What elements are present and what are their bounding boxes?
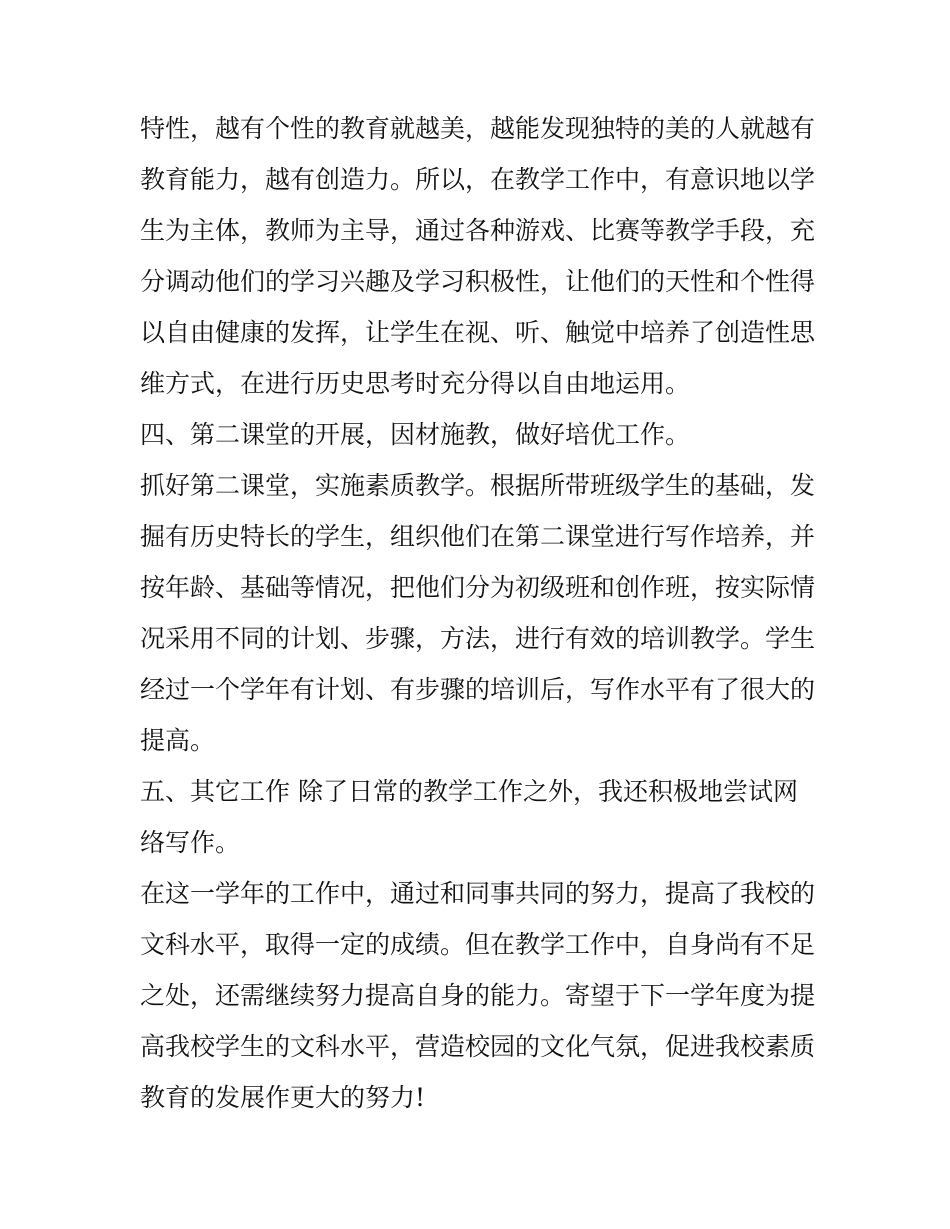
text-line: 况采用不同的计划、步骤，方法，进行有效的培训教学。学生 xyxy=(140,624,816,653)
text-line: 生为主体，教师为主导，通过各种游戏、比赛等教学手段，充 xyxy=(140,216,816,245)
text-line: 抓好第二课堂，实施素质教学。根据所带班级学生的基础，发 xyxy=(140,471,816,500)
body-text xyxy=(140,103,830,1123)
text-line: 掘有历史特长的学生，组织他们在第二课堂进行写作培养，并 xyxy=(140,522,816,551)
text-line: 络写作。 xyxy=(140,828,241,857)
text-line: 文科水平，取得一定的成绩。但在教学工作中，自身尚有不足 xyxy=(140,930,816,959)
section-heading: 五、其它工作 除了日常的教学工作之外，我还积极地尝试网 xyxy=(140,777,798,806)
text-line: 以自由健康的发挥，让学生在视、听、触觉中培养了创造性思 xyxy=(140,318,816,347)
text-line: 教育能力，越有创造力。所以，在教学工作中，有意识地以学 xyxy=(140,165,816,194)
text-line: 经过一个学年有计划、有步骤的培训后，写作水平有了很大的 xyxy=(140,675,816,704)
text-line: 高我校学生的文科水平，营造校园的文化气氛，促进我校素质 xyxy=(140,1032,816,1061)
text-line: 特性，越有个性的教育就越美，越能发现独特的美的人就越有 xyxy=(140,114,816,143)
text-line: 维方式，在进行历史思考时充分得以自由地运用。 xyxy=(140,369,691,398)
text-line: 在这一学年的工作中，通过和同事共同的努力，提高了我校的 xyxy=(140,879,816,908)
section-heading: 四、第二课堂的开展，因材施教，做好培优工作。 xyxy=(140,420,691,449)
text-line: 教育的发展作更大的努力! xyxy=(140,1083,426,1112)
text-line: 按年龄、基础等情况，把他们分为初级班和创作班，按实际情 xyxy=(140,573,816,602)
text-line: 分调动他们的学习兴趣及学习积极性，让他们的天性和个性得 xyxy=(140,267,816,296)
text-line: 之处，还需继续努力提高自身的能力。寄望于下一学年度为提 xyxy=(140,981,816,1010)
text-line: 提高。 xyxy=(140,726,216,755)
